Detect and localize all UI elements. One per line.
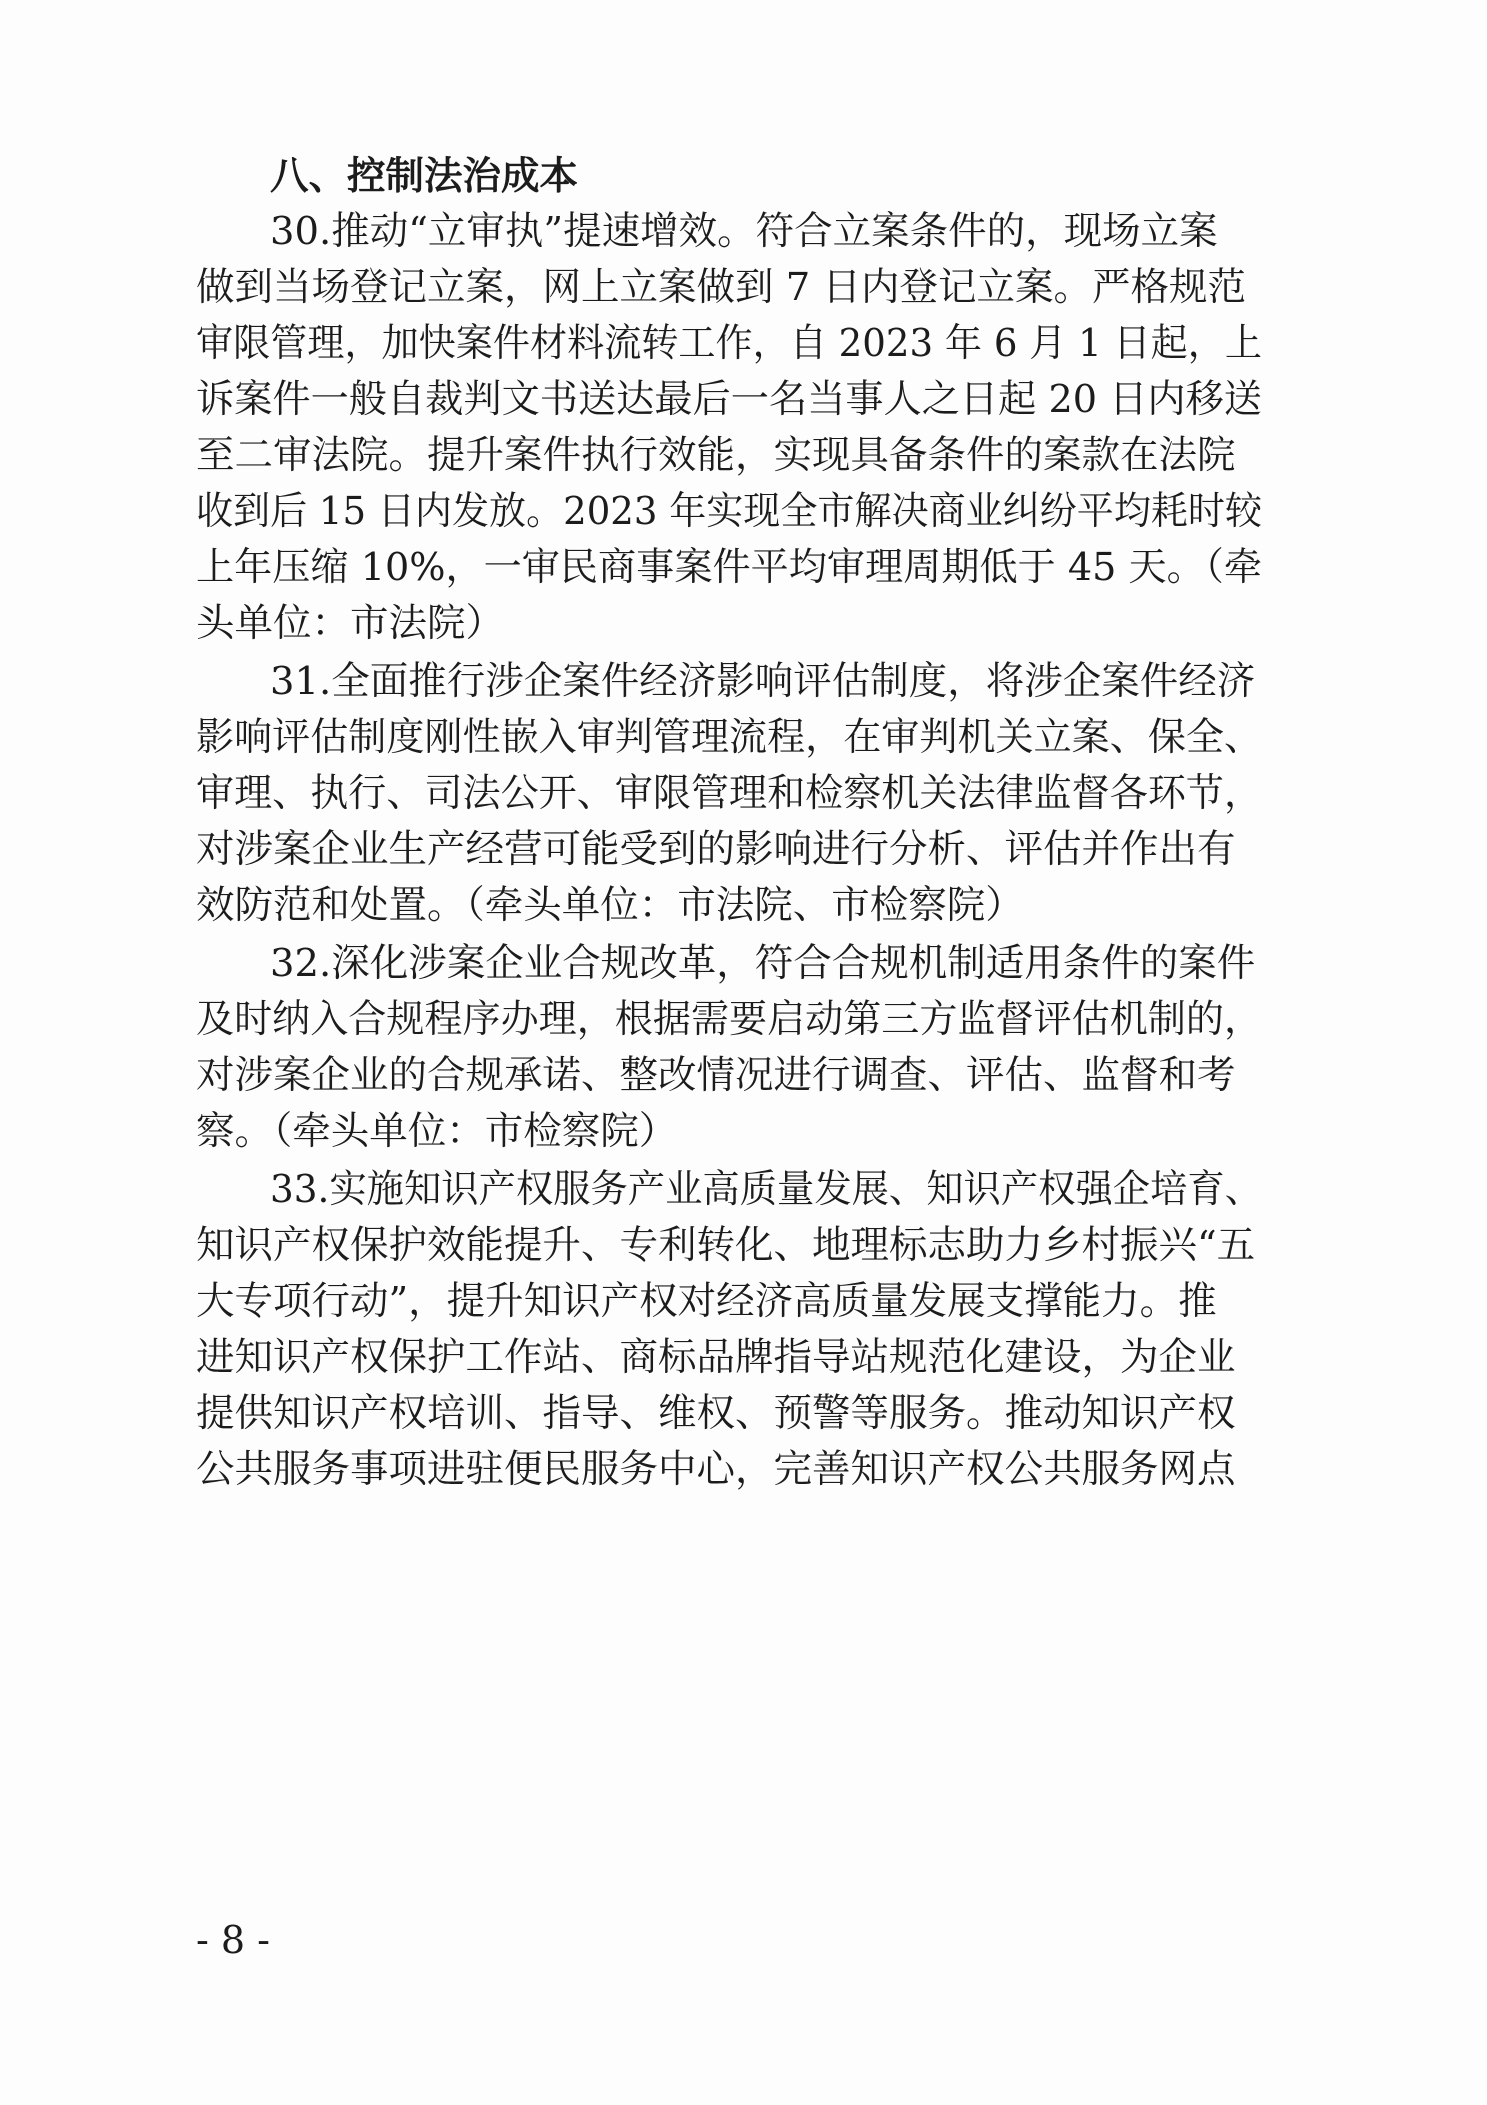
text-line: 察。（牵头单位：市检察院）: [196, 1109, 678, 1154]
text-line: 对涉案企业的合规承诺、整改情况进行调查、评估、监督和考: [196, 1053, 1236, 1098]
text-line: 提供知识产权培训、指导、维权、预警等服务。推动知识产权: [196, 1391, 1236, 1436]
text-line: 上年压缩 10%，一审民商事案件平均审理周期低于 45 天。（牵: [196, 545, 1263, 590]
text-line: 及时纳入合规程序办理，根据需要启动第三方监督评估机制的，: [196, 997, 1263, 1042]
text-line: 知识产权保护效能提升、专利转化、地理标志助力乡村振兴“五: [196, 1223, 1256, 1268]
section-heading: 八、控制法治成本: [270, 154, 579, 199]
text-line: 30.推动“立审执”提速增效。符合立案条件的，现场立案: [270, 209, 1218, 254]
text-line: 32.深化涉案企业合规改革，符合合规机制适用条件的案件: [270, 941, 1256, 986]
text-line: 头单位：市法院）: [196, 601, 505, 646]
text-line: 审限管理，加快案件材料流转工作，自 2023 年 6 月 1 日起，上: [196, 321, 1262, 366]
text-line: 33.实施知识产权服务产业高质量发展、知识产权强企培育、: [270, 1167, 1262, 1212]
text-line: 诉案件一般自裁判文书送达最后一名当事人之日起 20 日内移送: [196, 377, 1262, 422]
text-line: 进知识产权保护工作站、商标品牌指导站规范化建设，为企业: [196, 1335, 1236, 1380]
text-line: 做到当场登记立案，网上立案做到 7 日内登记立案。严格规范: [196, 265, 1246, 310]
text-line: 31.全面推行涉企案件经济影响评估制度，将涉企案件经济: [270, 659, 1256, 704]
text-line: 公共服务事项进驻便民服务中心，完善知识产权公共服务网点: [196, 1447, 1236, 1492]
text-line: 至二审法院。提升案件执行效能，实现具备条件的案款在法院: [196, 433, 1236, 478]
text-line: 影响评估制度刚性嵌入审判管理流程，在审判机关立案、保全、: [196, 715, 1263, 760]
text-line: 收到后 15 日内发放。2023 年实现全市解决商业纠纷平均耗时较: [196, 489, 1263, 534]
text-line: 效防范和处置。（牵头单位：市法院、市检察院）: [196, 883, 1024, 928]
text-line: 大专项行动”，提升知识产权对经济高质量发展支撑能力。推: [196, 1279, 1217, 1324]
text-line: 对涉案企业生产经营可能受到的影响进行分析、评估并作出有: [196, 827, 1236, 872]
text-line: 审理、执行、司法公开、审限管理和检察机关法律监督各环节，: [196, 771, 1263, 816]
page-number: - 8 -: [196, 1918, 271, 1962]
